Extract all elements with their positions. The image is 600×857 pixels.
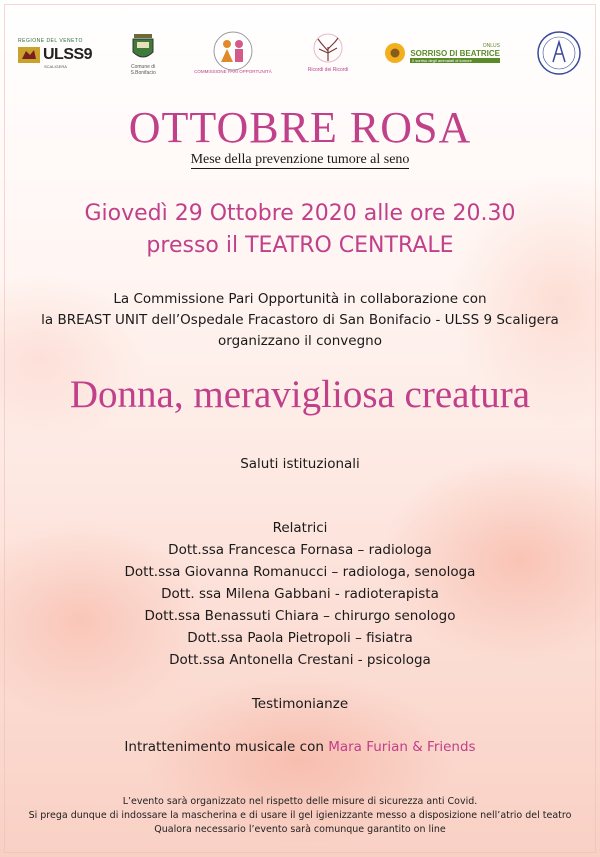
ulss-sub: SCALIGERA [44,63,67,69]
commissione-logo [194,31,272,75]
speaker-item: Dott.ssa Paola Pietropoli – fisiatra [187,630,413,646]
regione-label: REGIONE DEL VENETO [18,37,83,44]
subtitle-text: Mese della prevenzione tumore al seno [190,152,410,167]
tree-logo [308,33,349,73]
relatrici-label: Relatrici [272,520,328,536]
lion-flag-icon [18,47,40,63]
sorriso-title: SORRISO DI BEATRICE [410,49,500,58]
circle-seal-logo [536,30,582,76]
music-line [0,739,600,755]
speaker-item: Dott.ssa Giovanna Romanucci – radiologa, senologa [124,564,476,580]
speaker-item: Dott. ssa Milena Gabbani - radioterapista [161,586,439,602]
speaker-item: Dott.ssa Benassuti Chiara – chirurgo senologo [144,608,456,624]
notice-line-1: L’evento sarà organizzato nel rispetto delle misure di sicurezza anti Covid. [122,796,478,807]
page-title: OTTOBRE ROSA [128,103,472,152]
commissione-label: COMMISSIONE PARI OPPORTUNITÀ [194,69,272,74]
sorriso-sub: il sorriso degli ammalati di tumore [410,58,500,63]
sorriso-logo [384,42,500,64]
seal-icon [536,30,582,76]
event-date: Giovedì 29 Ottobre 2020 alle ore 20.30 [84,201,516,226]
sorriso-onlus: ONLUS [482,43,500,49]
music-prefix: Intrattenimento musicale con [124,739,329,755]
ulss-name: ULSS9 [43,45,93,63]
event-place: presso il TEATRO CENTRALE [146,233,454,258]
intro-line-2: la BREAST UNIT dell’Ospedale Fracastoro di San Bonifacio - ULSS 9 Scaligera [41,312,559,328]
notice-line-2: Si prega dunque di indossare la mascherina e di usare il gel igienizzante messo a disposizione nell’atrio del teatro [28,810,572,821]
saluti-line: Saluti istituzionali [240,456,360,472]
comune-line2: S.Bonifacio [130,70,156,76]
speaker-item: Dott.ssa Antonella Crestani - psicologa [169,652,431,668]
tree-caption: Ricordi dei Ricordi [307,67,349,73]
testimonianze-line: Testimonianze [251,696,349,712]
music-performer: Mara Furian & Friends [328,739,476,755]
regione-ulss-logo [18,38,92,69]
comune-logo [128,30,158,76]
coat-of-arms-icon [128,30,158,64]
intro-line-1: La Commissione Pari Opportunità in collaborazione con [113,291,487,307]
sunflower-icon [384,42,406,64]
tree-icon [309,33,347,67]
logo-bar [18,24,582,82]
notice-line-3: Qualora necessario l’evento sarà comunque garantito on line [154,824,446,835]
speaker-item: Dott.ssa Francesca Fornasa – radiologa [168,542,432,558]
intro-line-3: organizzano il convegno [218,333,382,349]
event-headline: Donna, meravigliosa creatura [69,373,531,416]
page-subtitle [0,152,600,168]
comune-line1: Comune di [131,64,156,70]
